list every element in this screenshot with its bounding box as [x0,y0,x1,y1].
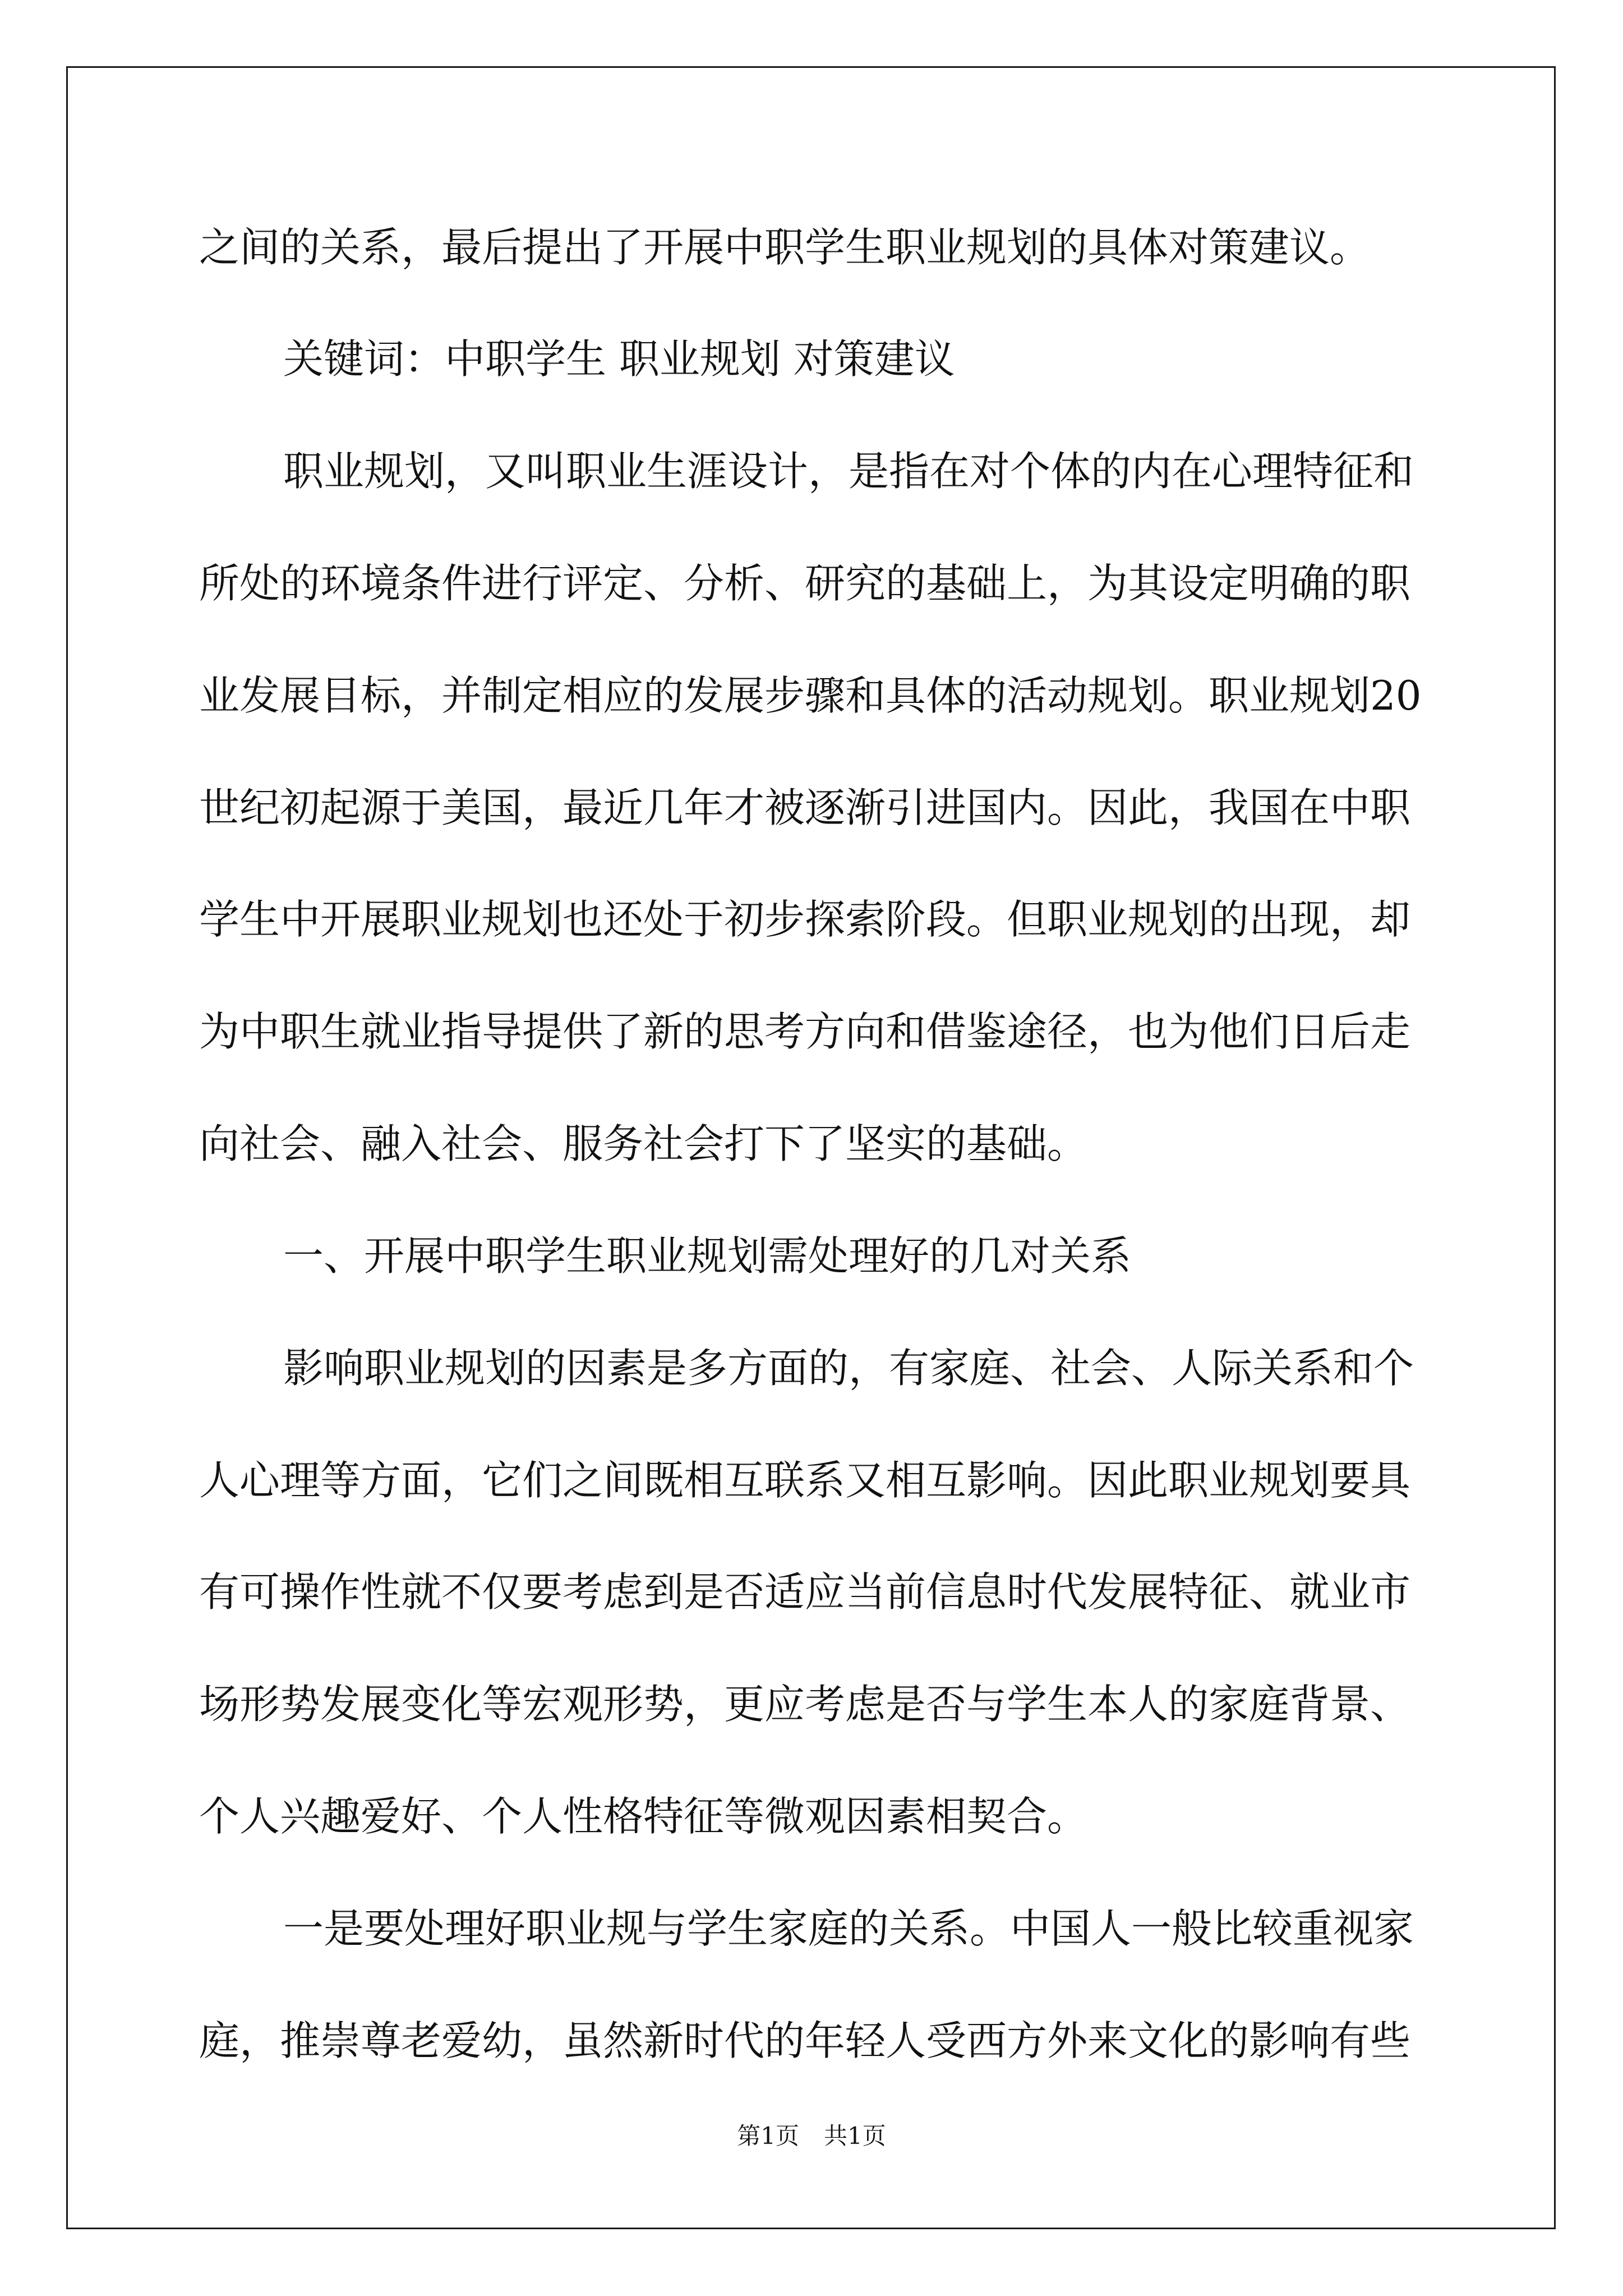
paragraph-line: 职业规划，又叫职业生涯设计，是指在对个体的内在心理特征和 [283,448,1414,495]
paragraph-line: 所处的环境条件进行评定、分析、研究的基础上，为其设定明确的职 [199,560,1411,607]
paragraph-line: 一是要处理好职业规与学生家庭的关系。中国人一般比较重视家 [283,1905,1414,1952]
paragraph-line: 场形势发展变化等宏观形势，更应考虑是否与学生本人的家庭背景、 [199,1681,1411,1728]
page-number-total: 共1页 [824,2122,886,2150]
page-footer [0,2119,1623,2153]
paragraph-line: 庭，推崇尊老爱幼，虽然新时代的年轻人受西方外来文化的影响有些 [199,2017,1411,2064]
page-number-current: 第1页 [737,2122,799,2150]
paragraph-line: 个人兴趣爱好、个人性格特征等微观因素相契合。 [199,1793,1088,1840]
paragraph-line: 学生中开展职业规划也还处于初步探索阶段。但职业规划的出现，却 [199,896,1411,943]
paragraph-line: 向社会、融入社会、服务社会打下了坚实的基础。 [199,1120,1088,1167]
paragraph-line: 影响职业规划的因素是多方面的，有家庭、社会、人际关系和个 [283,1345,1414,1392]
keywords-line: 关键词：中职学生 职业规划 对策建议 [283,335,955,383]
paragraph-line: 业发展目标，并制定相应的发展步骤和具体的活动规划。职业规划20 [199,672,1422,719]
paragraph-line: 世纪初起源于美国，最近几年才被逐渐引进国内。因此，我国在中职 [199,784,1411,831]
section-heading: 一、开展中职学生职业规划需处理好的几对关系 [283,1232,1132,1280]
paragraph-line: 为中职生就业指导提供了新的思考方向和借鉴途径，也为他们日后走 [199,1008,1411,1055]
paragraph-line: 有可操作性就不仅要考虑到是否适应当前信息时代发展特征、就业市 [199,1568,1411,1616]
paragraph-line: 人心理等方面，它们之间既相互联系又相互影响。因此职业规划要具 [199,1457,1411,1504]
text-line-1: 之间的关系，最后提出了开展中职学生职业规划的具体对策建议。 [199,224,1371,271]
